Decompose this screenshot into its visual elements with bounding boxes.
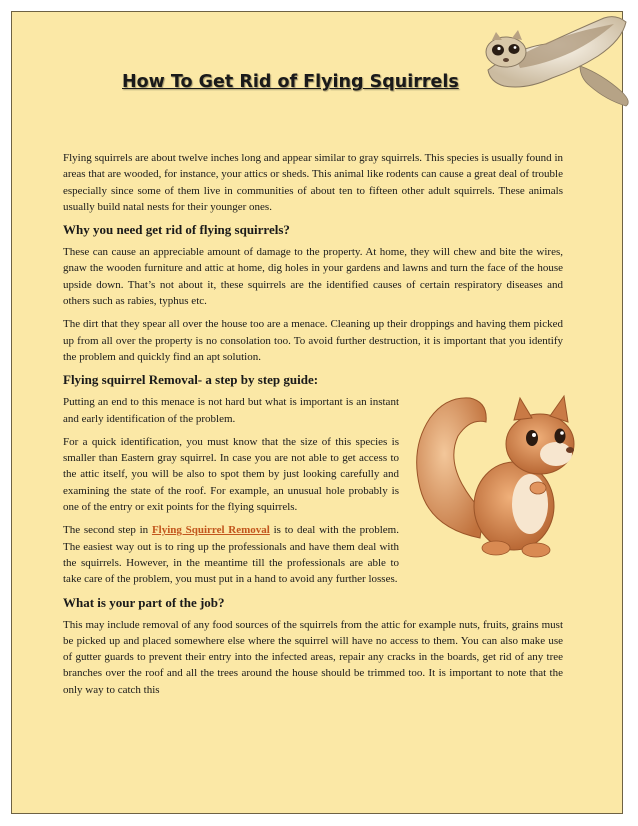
text-span: is to deal with the problem. The easiest way out is to ring up the professionals and have them deal with the squirrels. However, in the meantime till the professionals are able to take care of the problem, you must put in a hand to avoid any further losses.: [63, 524, 399, 586]
section-heading-your-part: What is your part of the job?: [63, 594, 225, 610]
section-heading-removal-guide: Flying squirrel Removal- a step by step guide:: [63, 372, 319, 388]
section-heading-why: Why you need get rid of flying squirrels?: [63, 222, 290, 238]
flying-squirrel-illustration: [476, 0, 638, 108]
flying-squirrel-removal-link[interactable]: Flying Squirrel Removal: [151, 524, 270, 537]
document-body: [63, 150, 563, 705]
image-float-space: [409, 390, 565, 564]
paragraph: The dirt that they spear all over the house too are a menace. Cleaning up their droppings and having them picked up from all over the property is no consolation too. To avoid further destruction, it is important that you identify the problem and quickly find an apt solution.: [63, 318, 563, 363]
intro-paragraph: Flying squirrels are about twelve inches long and appear similar to gray squirrels. This species is usually found in areas that are wooded, for instance, your attics or sheds. This animal like rodents can cause a great deal of trouble especially since some of them live in communities of about ten to fifteen other adult squirrels. These animals usually build natal nests for their younger ones.: [63, 152, 563, 213]
paragraph: Putting an end to this menace is not hard but what is important is an instant and early identification of the problem.: [63, 396, 399, 425]
text-span: The second step in: [63, 524, 152, 537]
page-title: How To Get Rid of Flying Squirrels: [122, 72, 459, 92]
paragraph: For a quick identification, you must know that the size of this species is smaller than Eastern gray squirrel. In case you are not able to get access to the attic itself, you will be also to spot them by just looking carefully and examining the state of the roof. For example, an unusual hole probably is one of the entry or exit points for the flying squirrels.: [63, 435, 399, 514]
paragraph: These can cause an appreciable amount of damage to the property. At home, they will chew and bite the wires, gnaw the wooden furniture and attic at home, dig holes in your gardens and lawns and turn the face of the house upside down. That’s not about it, these squirrels are the identified causes of certain respiratory diseases and others such as rabies, typhus etc.: [63, 246, 563, 308]
paragraph: This may include removal of any food sources of the squirrels from the attic for example nuts, fruits, grains must be picked up and placed somewhere else where the squirrel will have no access to them. You can also make use of gutter guards to prevent their entry into the infected areas, repair any cracks in the boards, get rid of any tree branches over the roof and all the trees around the house should be trimmed too. It is important to note that the only way to catch this: [63, 618, 563, 696]
